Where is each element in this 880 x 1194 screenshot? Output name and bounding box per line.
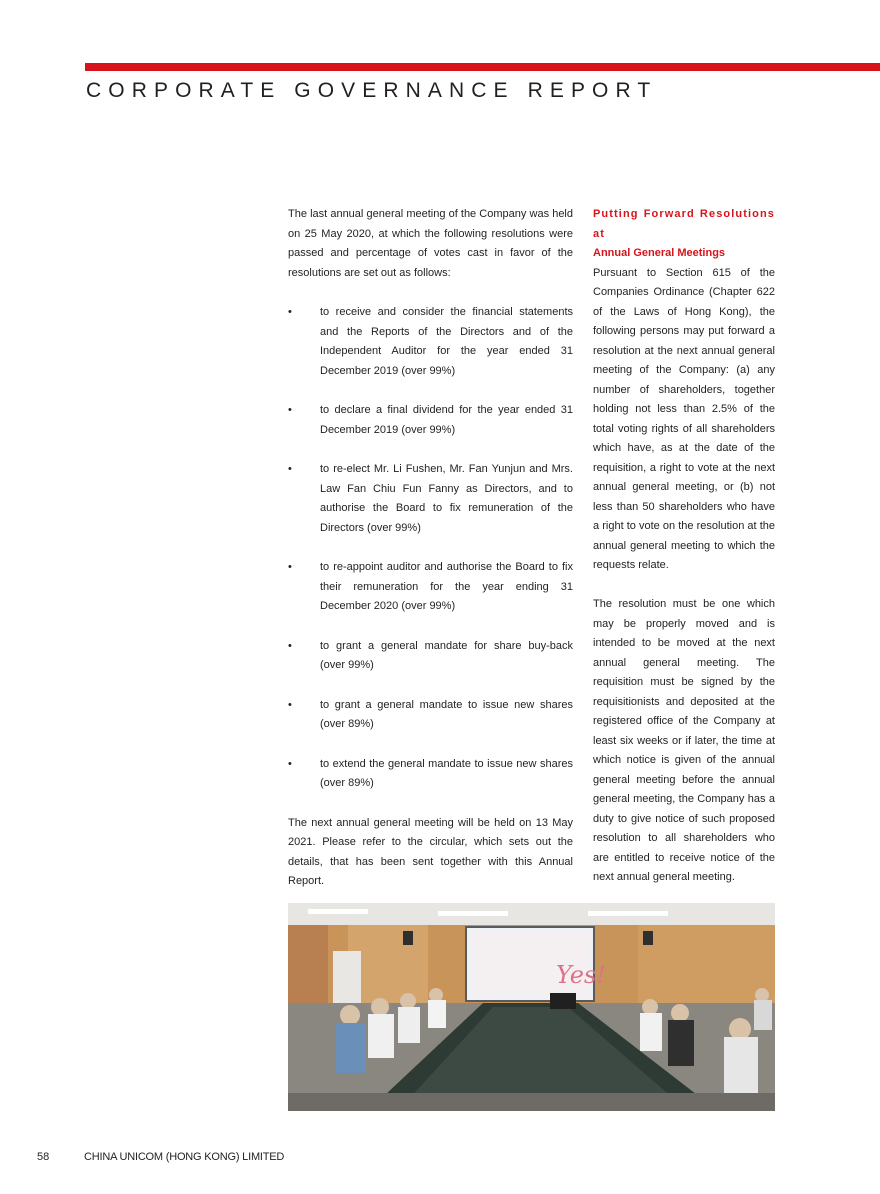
list-item: • to re-appoint auditor and authorise the Board to fix their remuneration for the year ending 31 December 2020 (over 99%) bbox=[288, 558, 573, 617]
bullet-icon: • bbox=[288, 757, 292, 770]
right-column bbox=[593, 205, 775, 888]
bullet-icon: • bbox=[288, 463, 292, 475]
bullet-icon: • bbox=[288, 698, 292, 711]
list-item: • to grant a general mandate to issue new shares (over 89%) bbox=[288, 696, 573, 735]
list-item: • to receive and consider the financial statements and the Reports of the Directors and of the Independent Auditor for the year ended 31 December 2019 (over 99%) bbox=[288, 303, 573, 381]
list-item: • to grant a general mandate for share buy-back (over 99%) bbox=[288, 637, 573, 676]
header-accent-bar bbox=[85, 63, 880, 71]
footer-company-name: CHINA UNICOM (HONG KONG) LIMITED bbox=[84, 1151, 285, 1163]
left-column bbox=[288, 205, 573, 892]
meeting-photo bbox=[288, 903, 775, 1111]
section-heading-line2: Annual General Meetings bbox=[593, 247, 726, 259]
page-number: 58 bbox=[37, 1151, 50, 1163]
closing-paragraph: The next annual general meeting will be held on 13 May 2021. Please refer to the circular, which sets out the details, that has been sent together with this Annual Report. bbox=[288, 816, 573, 887]
page-title: CORPORATE GOVERNANCE REPORT bbox=[86, 79, 658, 102]
section-heading bbox=[593, 205, 775, 264]
bullet-icon: • bbox=[288, 639, 292, 652]
bullet-icon: • bbox=[288, 306, 292, 318]
section-heading-line1: Putting Forward Resolutions at bbox=[593, 208, 775, 240]
list-item: • to declare a final dividend for the year ended 31 December 2019 (over 99%) bbox=[288, 401, 573, 440]
bullet-icon: • bbox=[288, 561, 292, 573]
intro-paragraph: The last annual general meeting of the Company was held on 25 May 2020, at which the following resolutions were passed and percentage of votes cast in favor of the resolutions are set out as follows: bbox=[288, 208, 573, 279]
list-item: • to re-elect Mr. Li Fushen, Mr. Fan Yunjun and Mrs. Law Fan Chiu Fun Fanny as Directors, and to authorise the Board to fix remuneration of the Directors (over 99%) bbox=[288, 460, 573, 538]
resolution-list bbox=[288, 303, 573, 794]
requisition-paragraph: Pursuant to Section 615 of the Companies Ordinance (Chapter 622 of the Laws of Hong Kong), the following persons may put forward a resolution at the next annual general meeting of the Company: (a) any number of shareholders, together holding not less than 2.5% of the total voting rights of all shareholders which have, as at the date of the requisition, a right to vote at the next annual general meeting, or (b) not less than 50 shareholders who have a right to vote on the resolution at the annual general meeting to which the requests relate. bbox=[593, 266, 775, 571]
meeting-room-illustration bbox=[288, 903, 775, 1111]
resolution-paragraph: The resolution must be one which may be properly moved and is intended to be moved at the next annual general meeting. The requisition must be signed by the requisitionists and deposited at the registered office of the Company at least six weeks or if later, the time at which notice is given of the annual general meeting before the annual general meeting, the Company has a duty to give notice of such proposed resolution to all shareholders who are entitled to receive notice of the next annual general meeting. bbox=[593, 598, 775, 883]
list-item: • to extend the general mandate to issue new shares (over 89%) bbox=[288, 755, 573, 794]
screen-text: Yes! bbox=[556, 961, 606, 989]
bullet-icon: • bbox=[288, 404, 292, 416]
